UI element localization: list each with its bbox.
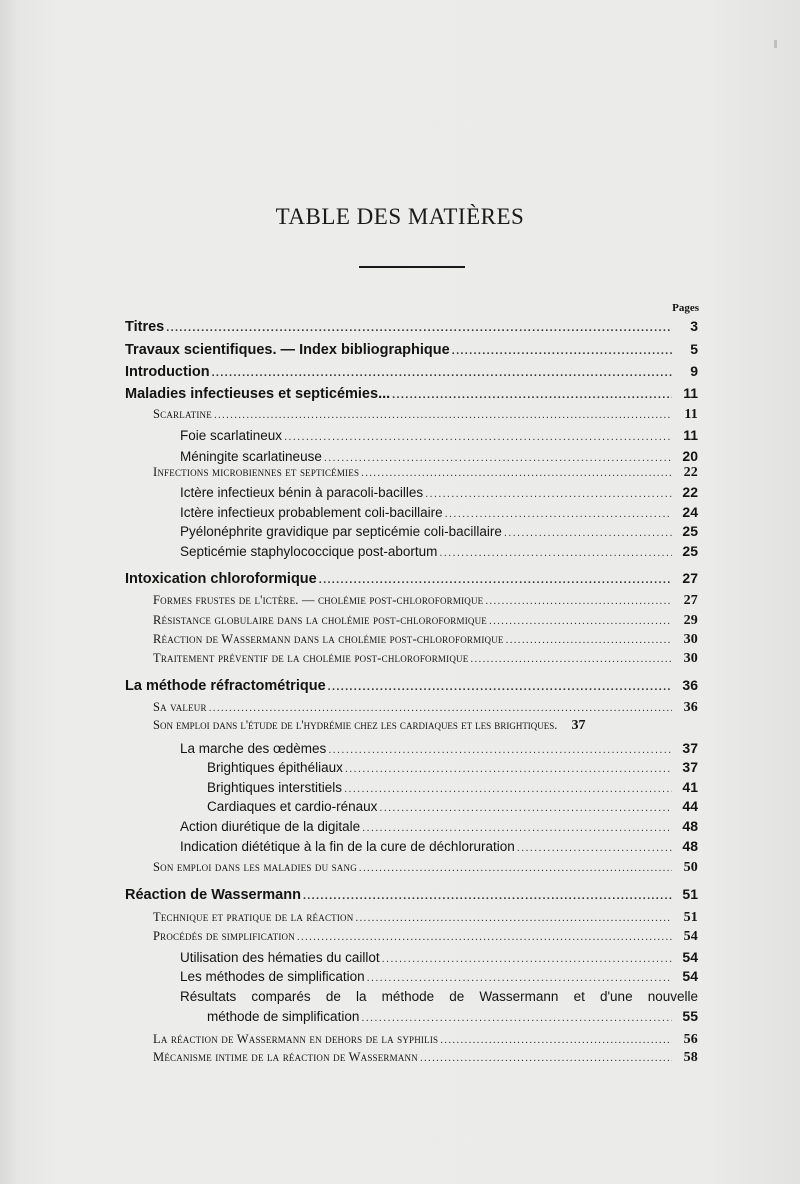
toc-entry: Son emploi dans l'étude de l'hydrémie chez les cardiaques et les brightiques. 37 bbox=[153, 718, 586, 733]
toc-entry: méthode de simplification ..... 55 bbox=[207, 1006, 698, 1026]
toc-entry: Maladies infectieuses et septicémies... ..... 11 bbox=[125, 383, 698, 403]
toc-entry-wrapped-line: Résultats comparés de la méthode de Wassermann et d'une nouvelle bbox=[180, 989, 698, 1004]
toc-entry: La réaction de Wassermann en dehors de la syphilis ..... 56 bbox=[153, 1029, 698, 1049]
toc-entry: Brightiques épithéliaux ..... 37 bbox=[207, 757, 698, 777]
toc-entry: Intoxication chloroformique ..... 27 bbox=[125, 568, 698, 588]
pages-column-label: Pages bbox=[672, 302, 699, 314]
toc-entry: Mécanisme intime de la réaction de Wassermann ..... 58 bbox=[153, 1047, 698, 1067]
toc-entry: Utilisation des hématies du caillot ..... 54 bbox=[180, 947, 698, 967]
page-mark bbox=[774, 40, 777, 48]
toc-entry: Septicémie staphylococcique post-abortum ..... 25 bbox=[180, 541, 698, 561]
toc-entry: Résistance globulaire dans la cholémie post-chloroformique ..... 29 bbox=[153, 610, 698, 630]
toc-entry: Les méthodes de simplification ..... 54 bbox=[180, 966, 698, 986]
toc-entry: La méthode réfractométrique ..... 36 bbox=[125, 675, 698, 695]
toc-entry: Ictère infectieux bénin à paracoli-bacilles ..... 22 bbox=[180, 482, 698, 502]
toc-entry: Titres ..... 3 bbox=[125, 316, 698, 336]
toc-entry: Sa valeur ..... 36 bbox=[153, 697, 698, 717]
toc-entry: Technique et pratique de la réaction ..... 51 bbox=[153, 907, 698, 927]
toc-entry: Travaux scientifiques. — Index bibliographique ..... 5 bbox=[125, 339, 698, 359]
toc-entry: Infections microbiennes et septicémies ..... 22 bbox=[153, 462, 698, 482]
toc-entry: Procédés de simplification ..... 54 bbox=[153, 926, 698, 946]
toc-entry: Cardiaques et cardio-rénaux ..... 44 bbox=[207, 796, 698, 816]
toc-entry: Formes frustes de l'ictère. — cholémie post-chloroformique ..... 27 bbox=[153, 590, 698, 610]
toc-entry: Méningite scarlatineuse ..... 20 bbox=[180, 446, 698, 466]
toc-entry: Réaction de Wassermann ..... 51 bbox=[125, 884, 698, 904]
title-rule bbox=[359, 266, 465, 268]
toc-entry: Scarlatine ..... 11 bbox=[153, 404, 698, 424]
toc-entry: Action diurétique de la digitale ..... 48 bbox=[180, 816, 698, 836]
toc-entry: Pyélonéphrite gravidique par septicémie coli-bacillaire ..... 25 bbox=[180, 521, 698, 541]
toc-entry: Réaction de Wassermann dans la cholémie post-chloroformique ..... 30 bbox=[153, 629, 698, 649]
toc-entry: Introduction ..... 9 bbox=[125, 361, 698, 381]
toc-entry: Traitement préventif de la cholémie post-chloroformique ..... 30 bbox=[153, 648, 698, 668]
toc-entry: Son emploi dans les maladies du sang ..... 50 bbox=[153, 857, 698, 877]
toc-entry: Indication diététique à la fin de la cure de déchloruration ..... 48 bbox=[180, 836, 698, 856]
page-title: TABLE DES MATIÈRES bbox=[275, 204, 525, 229]
toc-entry: La marche des œdèmes ..... 37 bbox=[180, 738, 698, 758]
toc-entry: Ictère infectieux probablement coli-bacillaire ..... 24 bbox=[180, 502, 698, 522]
toc-entry: Foie scarlatineux ..... 11 bbox=[180, 425, 698, 445]
toc-entry: Brightiques interstitiels ..... 41 bbox=[207, 777, 698, 797]
